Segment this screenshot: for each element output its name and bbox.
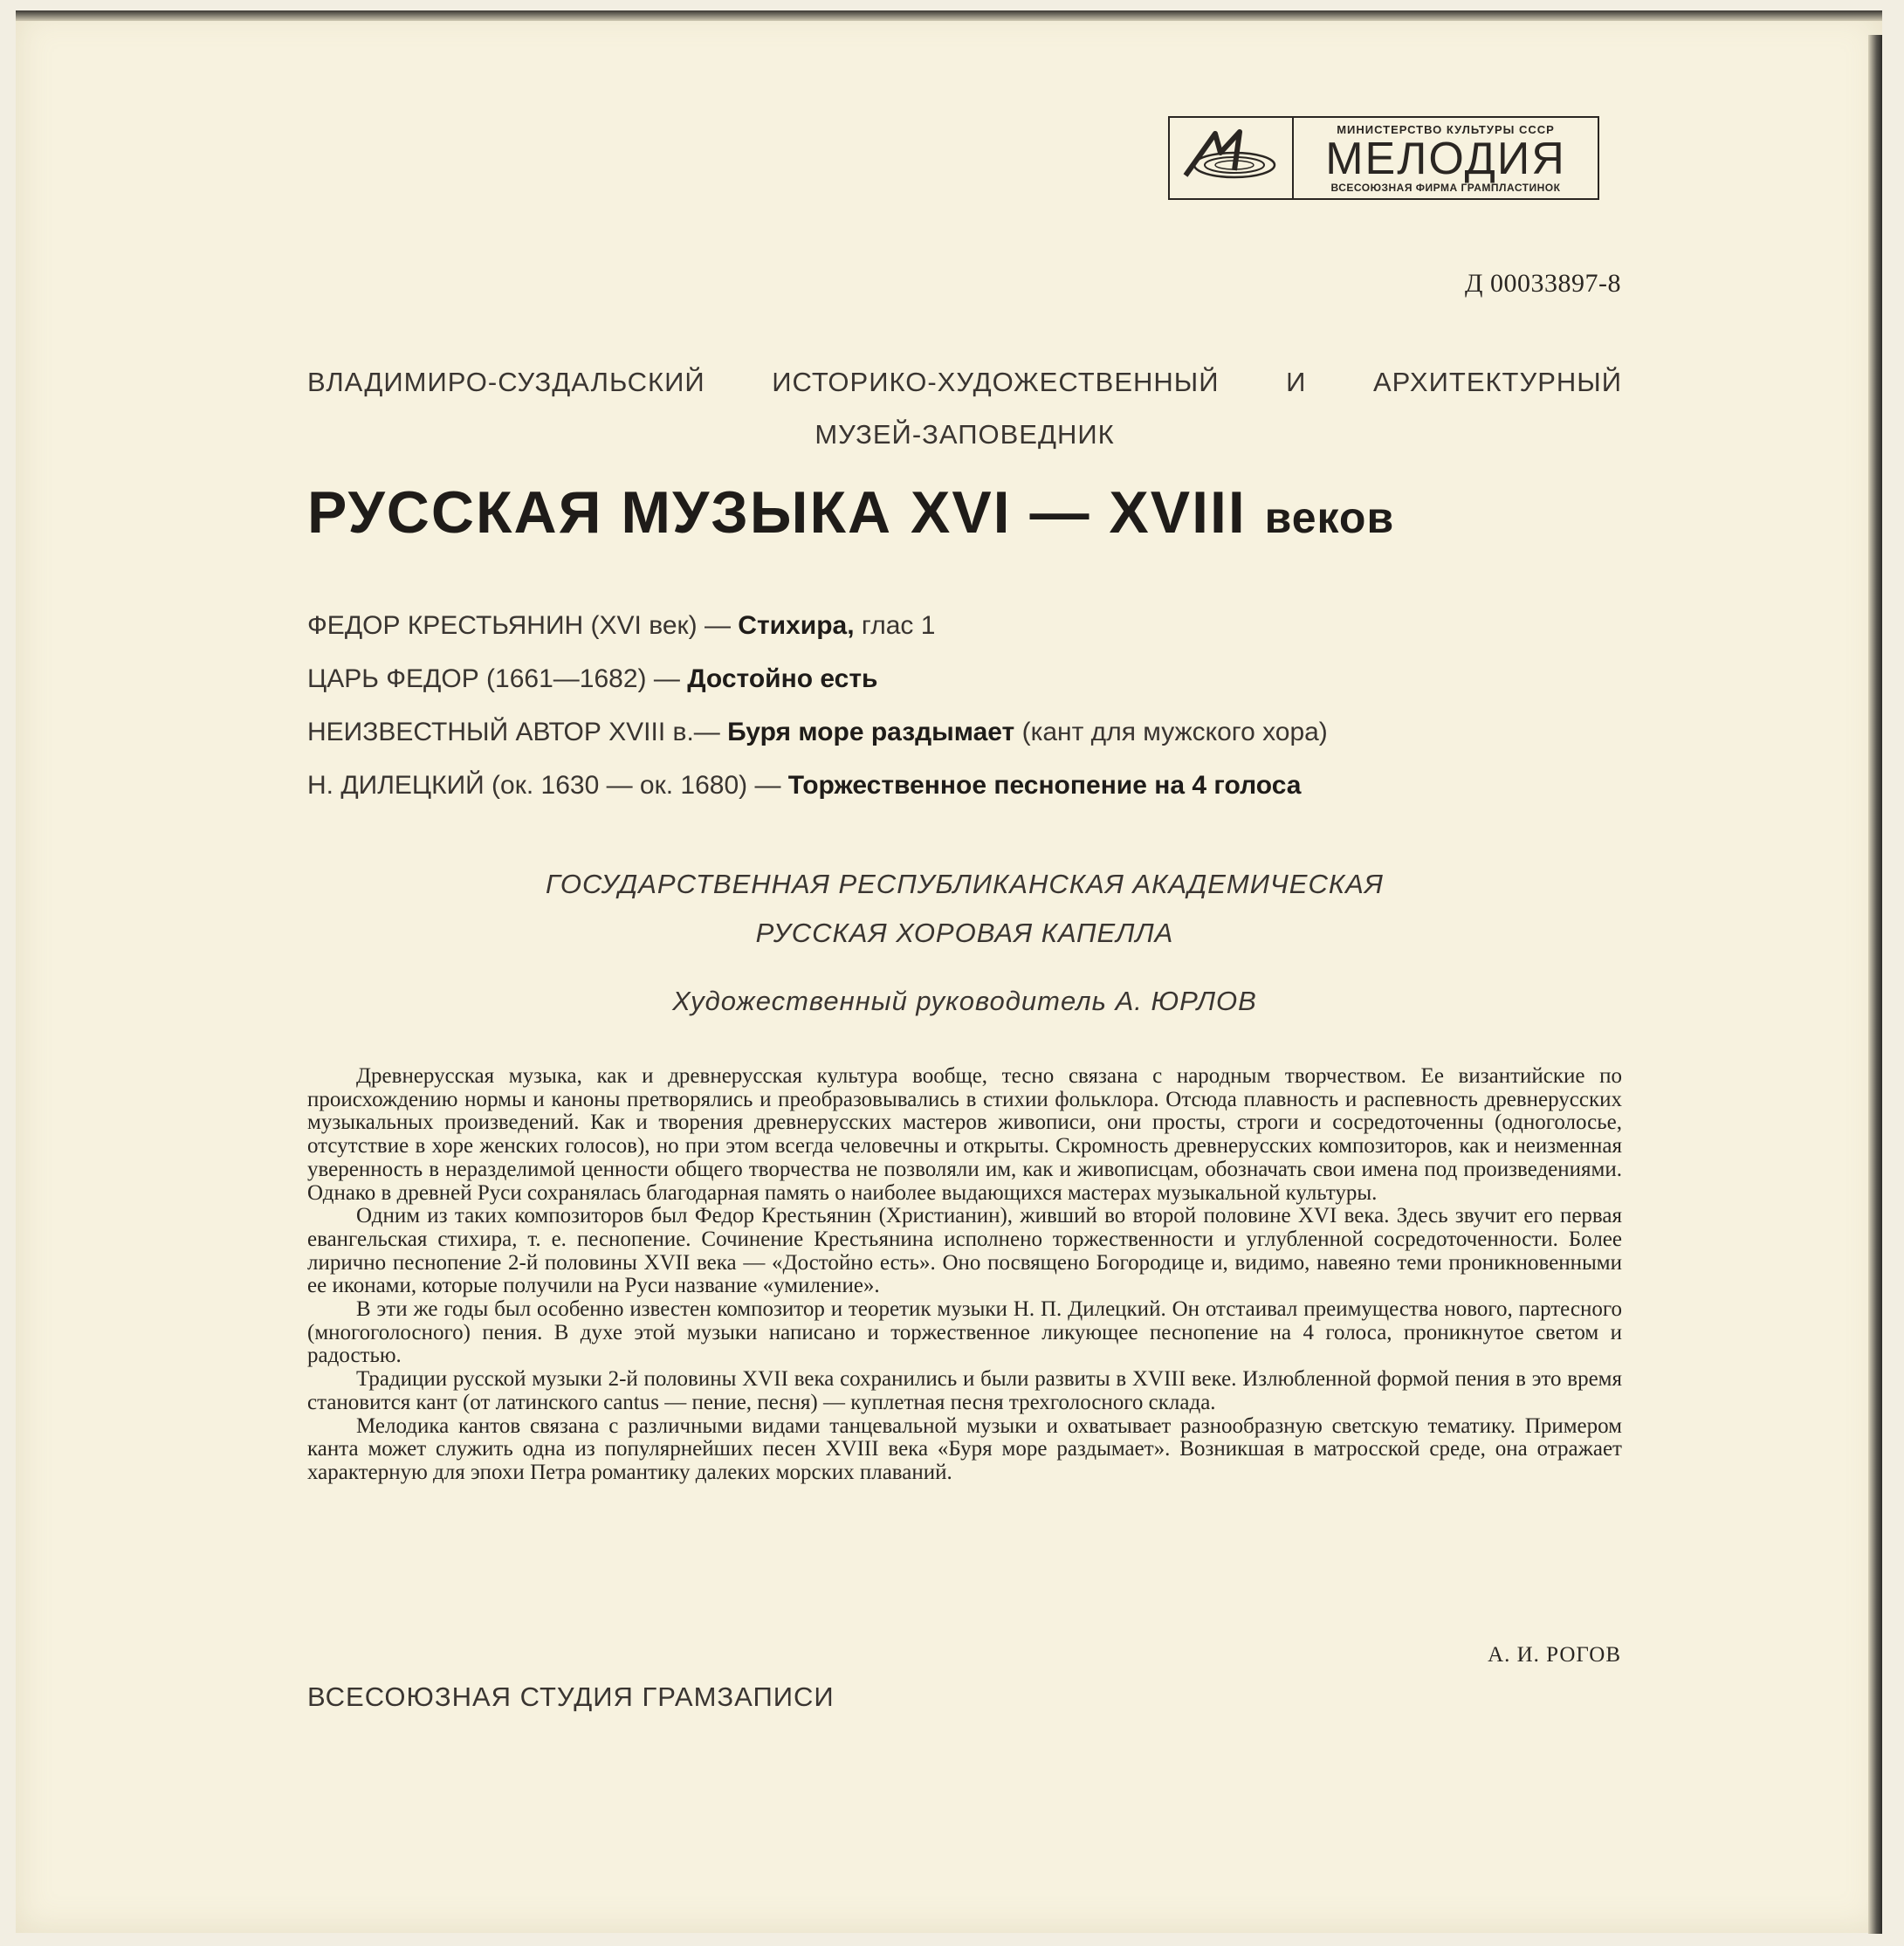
- museum-heading: [307, 356, 1622, 461]
- track-work: Буря море раздымает: [727, 718, 1015, 746]
- track-list: [307, 611, 1328, 824]
- track-note: (кант для мужского хора): [1014, 718, 1328, 746]
- logo-name: МЕЛОДИЯ: [1325, 133, 1566, 184]
- track-note: глас 1: [854, 611, 936, 640]
- track-item: [307, 611, 1328, 664]
- performer-block: [307, 860, 1622, 1026]
- museum-line-2: МУЗЕЙ-ЗАПОВЕДНИК: [815, 419, 1115, 450]
- museum-word: ИСТОРИКО-ХУДОЖЕСТВЕННЫЙ: [772, 367, 1220, 397]
- melodiya-logo-text: [1292, 118, 1598, 198]
- sleeve-top-edge: [16, 10, 1882, 21]
- studio-name: ВСЕСОЮЗНАЯ СТУДИЯ ГРАМЗАПИСИ: [307, 1681, 835, 1712]
- liner-paragraph: Традиции русской музыки 2-й половины XVII века сохранились и были развиты в XVIII веке. Излюбленной формой пения в это время становится кант (от латинского cantus — пение, песня) — куплетная песня трехголосного склада.: [307, 1367, 1622, 1414]
- track-work: Стихира,: [738, 611, 855, 640]
- museum-word: ВЛАДИМИРО-СУЗДАЛЬСКИЙ: [307, 367, 705, 397]
- melodiya-logo-icon: [1170, 118, 1292, 198]
- notes-author: А. И. РОГОВ: [1488, 1643, 1621, 1667]
- catalog-number: Д 00033897-8: [1465, 269, 1621, 298]
- performer-line-2: РУССКАЯ ХОРОВАЯ КАПЕЛЛА: [755, 918, 1174, 948]
- track-author: НЕИЗВЕСТНЫЙ АВТОР XVIII в.—: [307, 718, 728, 746]
- performer-director: Художественный руководитель А. ЮРЛОВ: [672, 986, 1257, 1016]
- logo-ministry: МИНИСТЕРСТВО КУЛЬТУРЫ СССР: [1337, 122, 1555, 136]
- track-item: [307, 664, 1328, 718]
- album-title-suffix: веков: [1264, 493, 1395, 542]
- track-author: ЦАРЬ ФЕДОР (1661—1682) —: [307, 664, 688, 693]
- track-item: [307, 771, 1328, 824]
- track-item: [307, 718, 1328, 771]
- liner-notes: [307, 1065, 1622, 1485]
- album-title-main: РУССКАЯ МУЗЫКА XVI — XVIII: [307, 479, 1247, 546]
- track-author: Н. ДИЛЕЦКИЙ (ок. 1630 — ок. 1680) —: [307, 771, 788, 800]
- museum-word: И: [1286, 367, 1307, 397]
- track-work: Достойно есть: [687, 664, 878, 693]
- museum-word: АРХИТЕКТУРНЫЙ: [1372, 367, 1622, 397]
- liner-paragraph: Мелодика кантов связана с различными видами танцевальной музыки и охватывает разнообразную светскую тематику. Примером канта может служить одна из популярнейших песен XVIII века «Буря море раздымает». Возникшая в матросской среде, она отражает характерную для эпохи Петра романтику далеких морских плаваний.: [307, 1413, 1622, 1484]
- sleeve-right-edge: [1868, 35, 1882, 1934]
- performer-line-1: ГОСУДАРСТВЕННАЯ РЕСПУБЛИКАНСКАЯ АКАДЕМИЧЕСКАЯ: [546, 869, 1384, 899]
- track-author: ФЕДОР КРЕСТЬЯНИН (XVI век) —: [307, 611, 739, 640]
- liner-paragraph: Одним из таких композиторов был Федор Крестьянин (Христианин), живший во второй половине XVI века. Здесь звучит его первая евангельская стихира, т. е. песнопение. Сочинение Крестьянина исполнено торжественности и углубленной сосредоточенности. Более лирично песнопение 2-й половины XVII века — «Достойно есть». Оно посвящено Богородице и, видимо, навеяно теми проникновенными ее иконами, которые получили на Руси название «умиление».: [307, 1204, 1622, 1298]
- track-work: Торжественное песнопение на 4 голоса: [787, 771, 1302, 800]
- logo-firm: ВСЕСОЮЗНАЯ ФИРМА ГРАМПЛАСТИНОК: [1330, 181, 1561, 194]
- liner-paragraph: В эти же годы был особенно известен композитор и теоретик музыки Н. П. Дилецкий. Он отстаивал преимущества нового, партесного (многоголосного) пения. В духе этой музыки написано и торжественное ликующее песнопение на 4 голоса, проникнутое светом и радостью.: [307, 1297, 1622, 1368]
- museum-line-1: [307, 356, 1622, 409]
- liner-paragraph: Древнерусская музыка, как и древнерусская культура вообще, тесно связана с народным творчеством. Ее византийские по происхождению нормы и каноны претворялись и преобразовывались в стихии фольклора. Отсюда плавность и распевность древнерусских музыкальных произведений. Как и творения древнерусских мастеров живописи, они просты, строги и сосредоточенны (одноголосье, отсутствие в хоре женских голосов), но при этом всегда человечны и открыты. Скромность древнерусских композиторов, как и неизменная уверенность в неразделимой ценности общего творчества не позволяли им, как и живописцам, обозначать свои имена под произведениями. Однако в древней Руси сохранялась благодарная память о наиболее выдающихся мастерах музыкальной культуры.: [307, 1064, 1622, 1205]
- melodiya-logo: [1168, 116, 1599, 200]
- album-title: [307, 478, 1394, 547]
